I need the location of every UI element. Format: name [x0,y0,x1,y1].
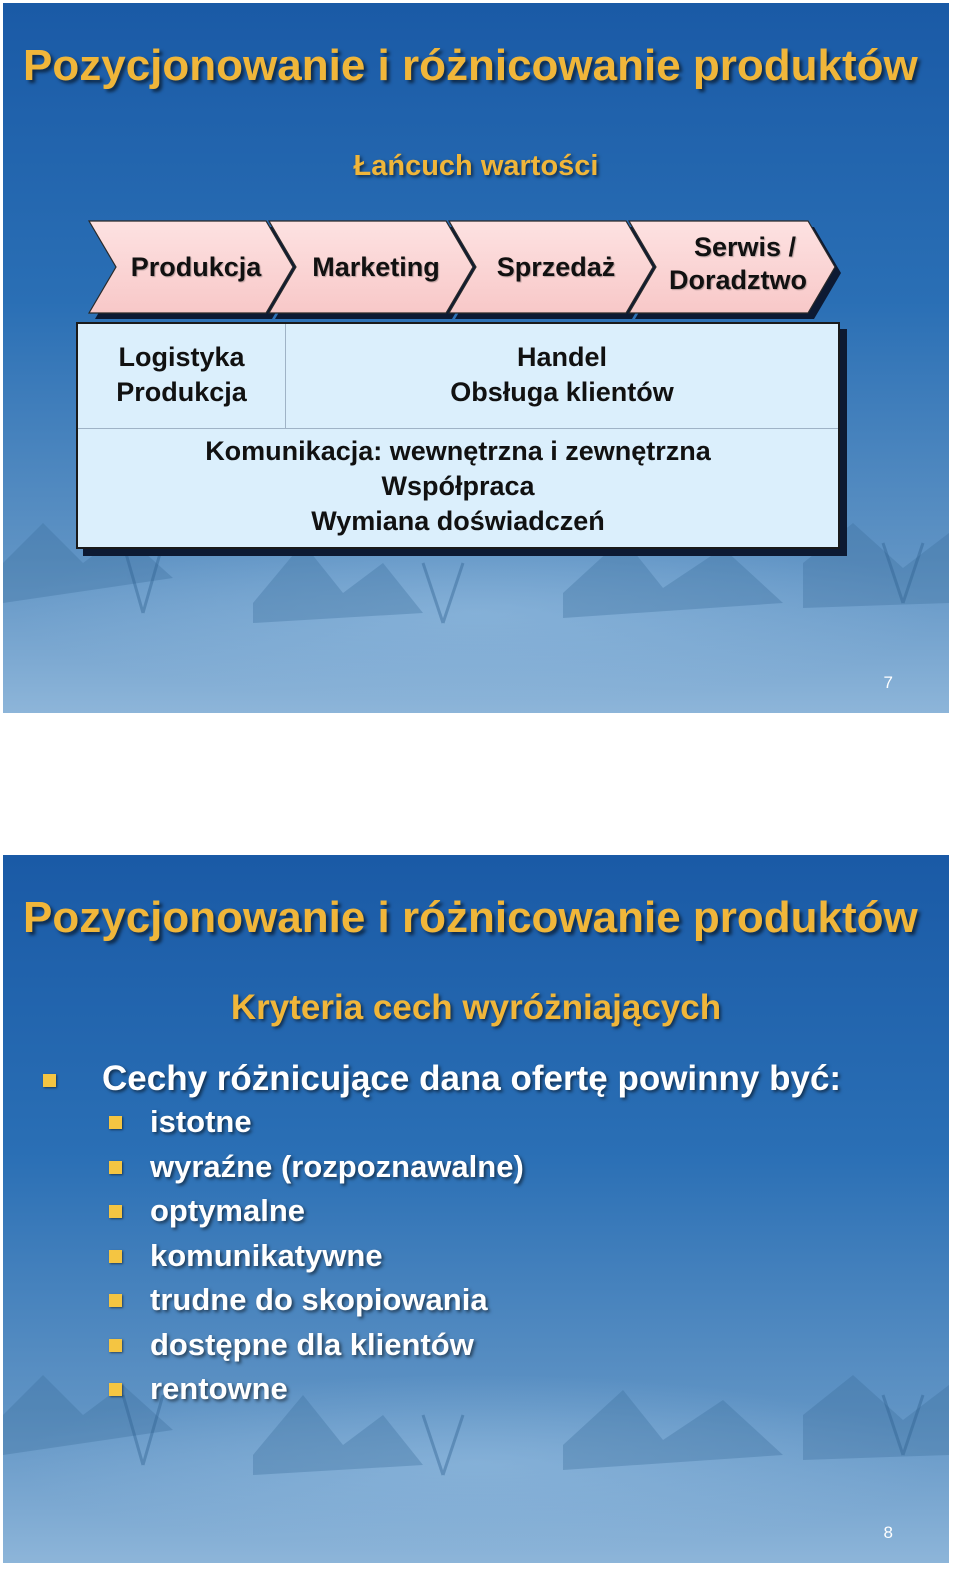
cell-line: Komunikacja: wewnętrzna i zewnętrzna [205,436,711,466]
chain-step-label: Marketing [312,252,440,282]
square-bullet-icon [109,1116,122,1129]
slide-8 [3,855,949,1563]
slide-title: Pozycjonowanie i różnicowanie produktów [23,893,918,942]
cell-line: Produkcja [116,377,247,407]
chain-step-sprzedaz [476,250,636,284]
chain-step-label-line1: Serwis / [693,232,797,262]
cell-line: Handel [516,342,608,372]
list-item-text: trudne do skopiowania [150,1282,488,1317]
square-bullet-icon [109,1383,122,1396]
list-item-text: komunikatywne [150,1237,383,1273]
chain-step-marketing [296,250,456,284]
list-item-text: wyraźne (rozpoznawalne) [150,1148,524,1184]
chain-step-label: Sprzedaż [496,252,616,282]
value-chain-table [76,322,840,549]
square-bullet-icon [109,1250,122,1263]
table-cell-communication [78,434,838,539]
chain-step-serwis [654,231,822,297]
cell-line: Współpraca [381,471,535,501]
list-item-text: rentowne [150,1371,288,1406]
square-bullet-icon [109,1339,122,1352]
table-cell-trade [286,340,838,410]
square-bullet-icon [109,1205,122,1218]
cell-line: Logistyka [118,342,245,372]
slide-number: 7 [883,673,893,692]
list-item [103,1148,524,1193]
square-bullet-icon [109,1161,122,1174]
slide-subtitle: Kryteria cech wyróżniających [230,988,722,1027]
chain-step-label: Produkcja [130,252,262,282]
main-bullet [43,1059,842,1099]
list-item [103,1281,524,1326]
chain-step-produkcja [116,250,276,284]
cell-line: Obsługa klientów [450,377,674,407]
list-item [103,1237,524,1282]
list-item [103,1370,524,1415]
slide-title: Pozycjonowanie i różnicowanie produktów [23,41,918,90]
table-divider-horizontal [78,428,838,429]
criteria-list [103,1103,524,1415]
main-bullet-text: Cechy różnicujące dana ofertę powinny być: [102,1059,842,1098]
cell-line: Wymiana doświadczeń [311,506,605,536]
list-item-text: dostępne dla klientów [150,1326,474,1362]
list-item [103,1192,524,1237]
square-bullet-icon [43,1074,56,1087]
slide-number: 8 [883,1523,893,1542]
slide-7 [3,3,949,713]
chain-step-label-line2: Doradztwo [669,265,807,295]
list-item [103,1103,524,1148]
list-item [103,1326,524,1371]
slide-subtitle: Łańcuch wartości [353,150,599,182]
list-item-text: optymalne [150,1193,306,1228]
table-cell-logistics [78,340,285,410]
square-bullet-icon [109,1294,122,1307]
list-item-text: istotne [150,1104,252,1139]
